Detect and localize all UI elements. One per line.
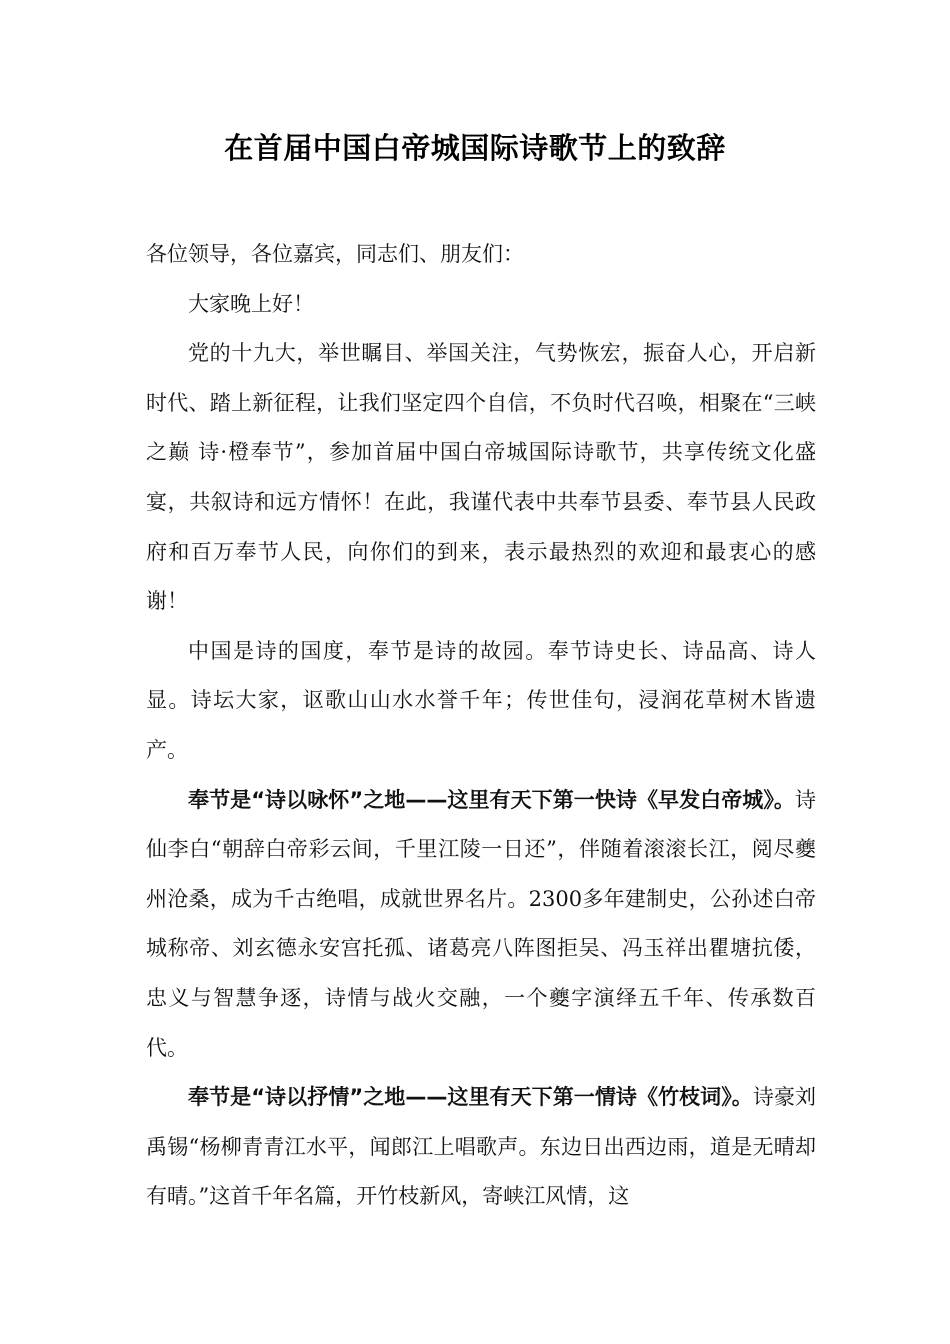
paragraph-2: 中国是诗的国度，奉节是诗的故园。奉节诗史长、诗品高、诗人显。诗坛大家，讴歌山山水水誉千年；传世佳句，浸润花草树木皆遗产。 (146, 638, 816, 762)
greeting: 大家晚上好！ (188, 291, 314, 316)
paragraph-3-lead: 奉节是“诗以咏怀”之地——这里有天下第一快诗《早发白帝城》。 (188, 787, 795, 812)
paragraph-4 (146, 1073, 816, 1222)
document-title: 在首届中国白帝城国际诗歌节上的致辞 (224, 131, 726, 165)
paragraph-4-lead: 奉节是“诗以抒情”之地——这里有天下第一情诗《竹枝词》。 (188, 1085, 753, 1110)
document-body (146, 230, 816, 1222)
paragraph-4-text: 诗豪刘禹锡“杨柳青青江水平，闻郎江上唱歌声。东边日出西边雨，道是无晴却有晴。”这首千年名篇，开竹枝新风，寄峡江风情，这 (146, 1085, 817, 1209)
paragraph-1: 党的十九大，举世瞩目、举国关注，气势恢宏，振奋人心，开启新时代、踏上新征程，让我们坚定四个自信，不负时代召唤，相聚在“三峡之巅 诗·橙奉节”，参加首届中国白帝城国际诗歌节，共享传统文化盛宴，共叙诗和远方情怀！在此，我谨代表中共奉节县委、奉节县人民政府和百万奉节人民，向你们的到来，表示最热烈的欢迎和最衷心的感谢！ (146, 341, 816, 614)
paragraph-3 (146, 776, 816, 1074)
paragraph-3-text: 诗仙李白“朝辞白帝彩云间，千里江陵一日还”，伴随着滚滚长江，阅尽夔州沧桑，成为千古绝唱，成就世界名片。2300多年建制史，公孙述白帝城称帝、刘玄德永安宫托孤、诸葛亮八阵图拒吴、冯玉祥出瞿塘抗倭，忠义与智慧争逐，诗情与战火交融，一个夔字演绎五千年、传承数百代。 (146, 787, 816, 1060)
salutation: 各位领导，各位嘉宾，同志们、朋友们： (146, 242, 524, 266)
